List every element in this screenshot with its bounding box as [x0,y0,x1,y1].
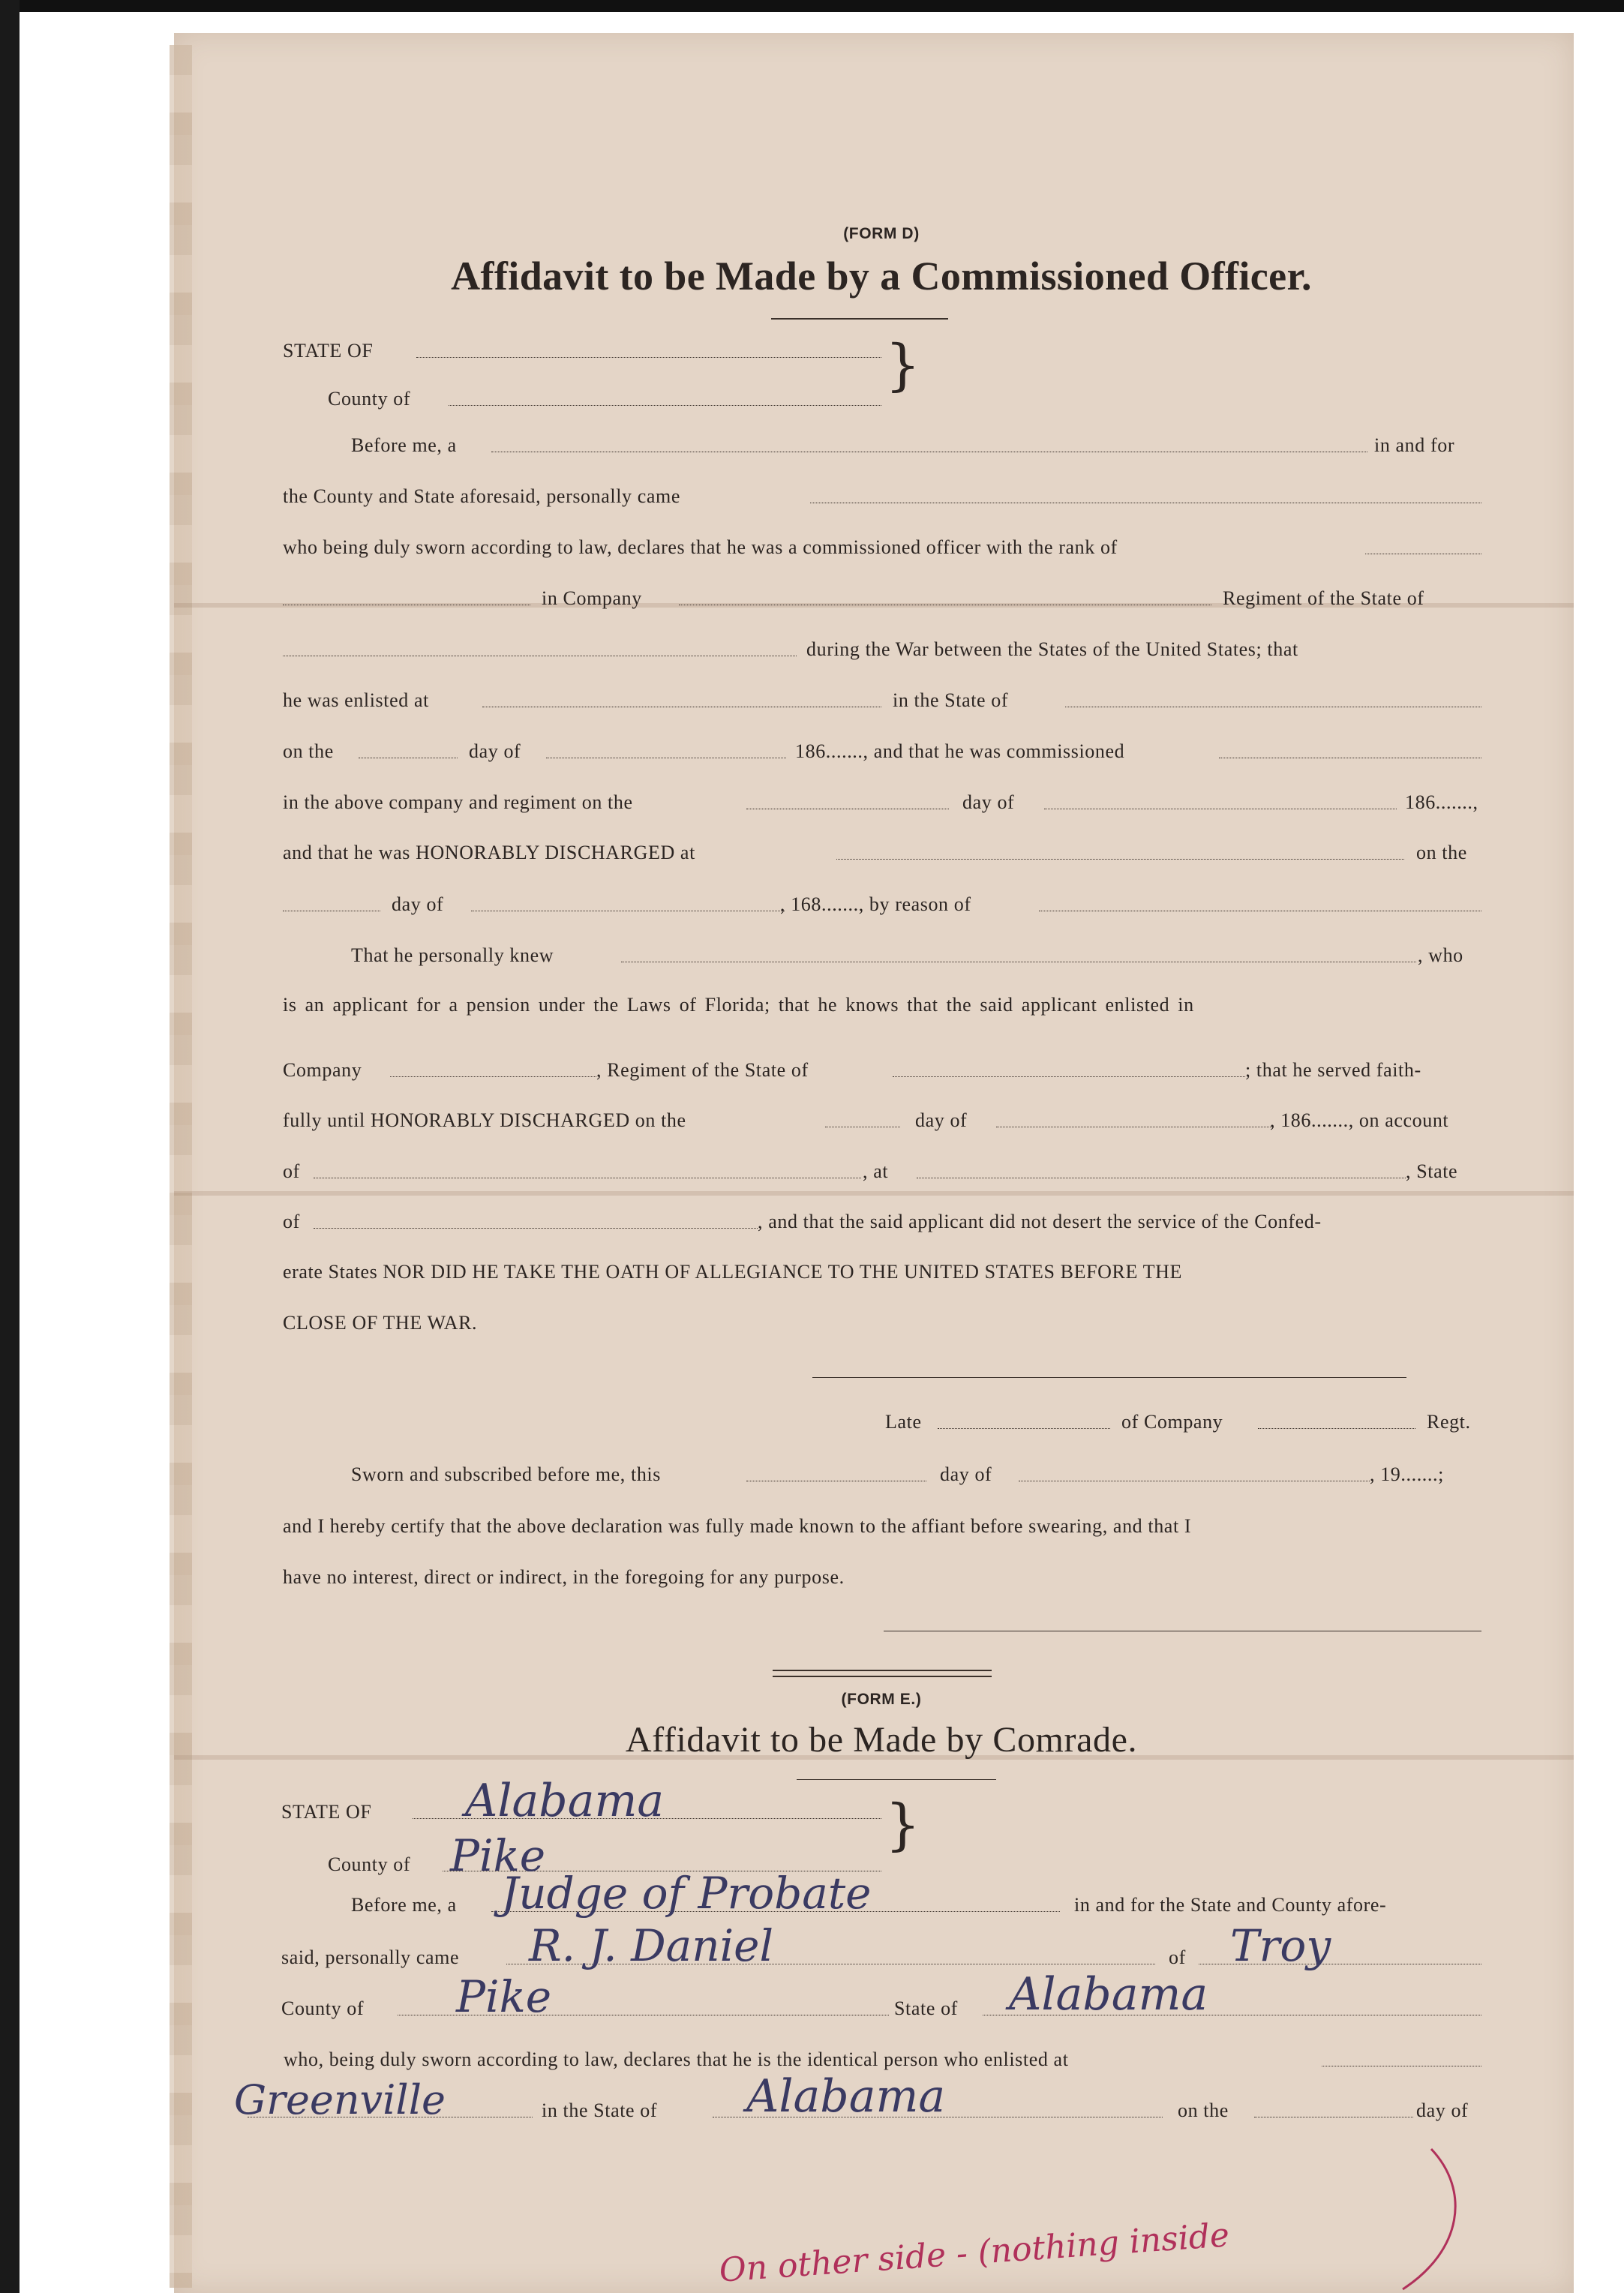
form-d-label: (FORM D) [843,225,920,242]
form-e-county-of: County of [328,1853,411,1875]
form-e-label: (FORM E.) [841,1691,922,1708]
form-d-in-state-of: in the State of [893,689,1009,711]
form-d-officer-rank: who being duly sworn according to law, declares that he was a commissioned officer with the rank of [283,536,1118,558]
handwritten-enlisted-place: Greenville [234,2076,446,2123]
form-d-fully-until: fully until HONORABLY DISCHARGED on the [283,1109,686,1131]
handwritten-name: R. J. Daniel [529,1920,774,1971]
form-d-title: Affidavit to be Made by a Commissioned Officer. [451,254,1312,299]
blank-line [416,357,881,358]
form-e-county-of-2: County of [281,1997,365,2019]
form-d-who: , who [1418,944,1463,966]
form-d-enlisted-at: he was enlisted at [283,689,429,711]
pencil-paren-mark [1388,2145,1470,2293]
form-e-duly-sworn-identical: who, being duly sworn according to law, declares that he is the identical person who enlisted at [284,2048,1069,2070]
paper-worn-edge [170,45,192,2288]
form-d-served-faith: ; that he served faith- [1245,1059,1421,1081]
handwritten-officer: Judge of Probate [501,1868,872,1919]
form-e-of: of [1169,1946,1186,1968]
form-d-no-interest: have no interest, direct or indirect, in the foregoing for any purpose. [283,1566,845,1588]
form-d-applicant-pension: is an applicant for a pension under the Laws of Florida; that he knows that the said applicant enlisted in [283,994,1194,1016]
form-d-in-company: in Company [542,587,642,609]
form-d-day-of: day of [469,740,521,762]
form-d-on-the-end: on the [1416,842,1467,863]
form-d-on-the: on the [283,740,334,762]
form-d-discharged-at: and that he was HONORABLY DISCHARGED at [283,842,695,863]
form-d-county-of: County of [328,388,411,410]
form-d-at: , at [863,1160,889,1182]
blank-line [836,859,1404,860]
blank-line [938,1428,1110,1429]
blank-line [314,1228,758,1229]
form-e-in-state-of: in the State of [542,2099,658,2121]
fold-crease [174,1191,1574,1196]
handwritten-town: Troy [1230,1920,1331,1971]
form-d-before-me: Before me, a [351,434,457,456]
form-e-said-personally: said, personally came [281,1946,460,1968]
form-d-personally-knew: That he personally knew [351,944,554,966]
form-d-day-of-5: day of [940,1463,992,1485]
form-d-close-of-war: CLOSE OF THE WAR. [283,1312,478,1334]
blank-line [449,405,881,406]
scan-top-border [0,0,1624,12]
form-d-during-war: during the War between the States of the United States; that [806,638,1298,660]
form-d-company: Company [283,1059,362,1081]
form-d-did-not-desert: , and that the said applicant did not desert the service of the Confed- [758,1211,1322,1232]
handwritten-state-2: Alabama [1009,1968,1208,2021]
blank-line [1258,1428,1415,1429]
form-d-year-186: 186......., [1405,791,1478,813]
handwritten-state: Alabama [465,1775,665,1827]
form-d-sworn-subscribed: Sworn and subscribed before me, this [351,1463,661,1485]
form-d-late: Late [885,1411,922,1433]
form-d-of-company: of Company [1121,1411,1223,1433]
form-e-state-of: STATE OF [281,1801,372,1823]
form-d-on-account: , 186......., on account [1270,1109,1449,1131]
form-d-in-and-for: in and for [1374,434,1455,456]
brace: } [885,333,921,398]
form-e-in-and-for: in and for the State and County afore- [1074,1894,1387,1916]
scan-left-border [0,0,20,2293]
section-divider [773,1676,992,1677]
title-rule [797,1779,996,1780]
form-d-of: of [283,1160,300,1182]
blank-line [893,1076,1245,1077]
handwritten-state-3: Alabama [746,2070,946,2123]
brace: } [885,1793,921,1857]
handwritten-county: Pike [450,1830,546,1881]
form-d-regiment-state: Regiment of the State of [1223,587,1424,609]
title-rule [771,318,948,320]
form-e-state-of-2: State of [894,1997,958,2019]
handwritten-county-2: Pike [456,1971,552,2022]
form-d-state-of: STATE OF [283,340,374,362]
pencil-note: On other side - (nothing inside [718,2216,1231,2290]
form-d-regt: Regt. [1427,1411,1471,1433]
form-d-county-state-aforesaid: the County and State aforesaid, personally came [283,485,680,507]
form-e-on-the: on the [1178,2099,1229,2121]
form-d-year-19: , 19.......; [1370,1463,1444,1485]
form-e-before-me: Before me, a [351,1894,457,1916]
form-e-day-of: day of [1416,2099,1469,2121]
form-d-oath-line: erate States NOR DID HE TAKE THE OATH OF ALLEGIANCE TO THE UNITED STATES BEFORE THE [283,1261,1182,1283]
form-d-certify-line: and I hereby certify that the above declaration was fully made known to the affiant before swearing, and that I [283,1515,1192,1537]
form-d-regiment-of-state: , Regiment of the State of [596,1059,809,1081]
blank-line [390,1076,596,1077]
form-d-day-of-3: day of [392,893,444,915]
form-d-reason: , 168......., by reason of [780,893,971,915]
form-d-of-2: of [283,1211,300,1232]
signature-line [812,1377,1406,1378]
form-d-day-of-4: day of [915,1109,968,1131]
form-d-state: , State [1406,1160,1458,1182]
section-divider [773,1670,992,1671]
form-e-title: Affidavit to be Made by Comrade. [625,1720,1138,1760]
form-d-above-company: in the above company and regiment on the [283,791,633,813]
form-d-day-of-2: day of [962,791,1015,813]
form-d-commissioned: 186......., and that he was commissioned [795,740,1125,762]
